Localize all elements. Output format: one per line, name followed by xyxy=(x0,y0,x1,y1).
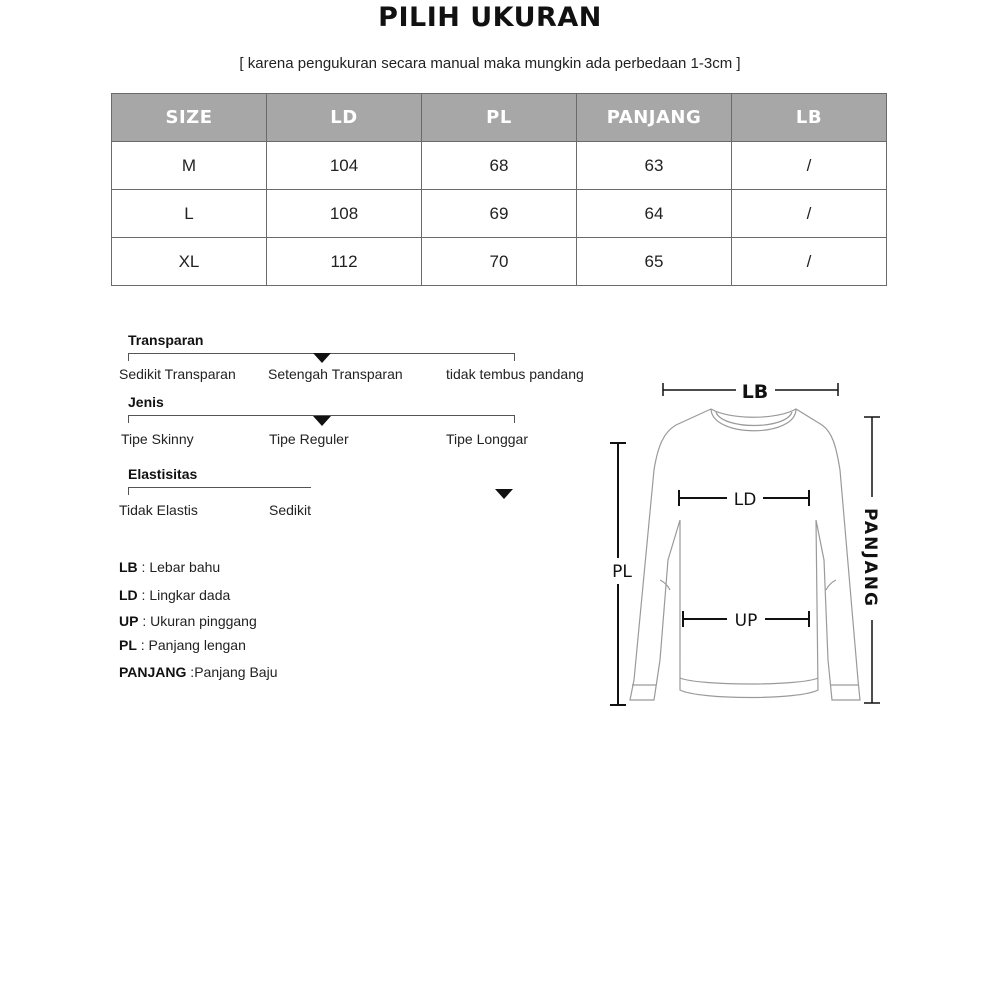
jenis-option-skinny: Tipe Skinny xyxy=(121,431,194,447)
legend-text: : Lebar bahu xyxy=(137,559,221,575)
page-title: PILIH UKURAN xyxy=(378,2,602,33)
table-cell: 64 xyxy=(577,190,732,238)
elastisitas-option-sedikit: Sedikit xyxy=(269,502,312,518)
table-cell: 63 xyxy=(577,142,732,190)
col-header-panjang: PANJANG xyxy=(577,94,732,142)
transparan-option-setengah: Setengah Transparan xyxy=(268,366,403,382)
table-cell: M xyxy=(112,142,267,190)
legend-abbr: PL xyxy=(119,637,137,653)
table-cell: 65 xyxy=(577,238,732,286)
sweater-measurement-diagram xyxy=(600,375,900,715)
legend-abbr: LD xyxy=(119,587,138,603)
legend-abbr: LB xyxy=(119,559,138,575)
elastisitas-option-tidak-elastis: Tidak Elastis xyxy=(119,502,198,518)
legend-text: : Ukuran pinggang xyxy=(138,613,257,629)
legend-item-up xyxy=(119,613,257,629)
table-row xyxy=(112,190,887,238)
table-row xyxy=(112,238,887,286)
jenis-selected-marker xyxy=(313,416,331,426)
table-cell: XL xyxy=(112,238,267,286)
elastisitas-label: Elastisitas xyxy=(128,466,198,482)
table-header-row xyxy=(112,94,887,142)
table-cell: / xyxy=(732,238,887,286)
jenis-option-longgar: Tipe Longgar xyxy=(446,431,528,447)
legend-abbr: UP xyxy=(119,613,139,629)
table-cell: 108 xyxy=(267,190,422,238)
legend-abbr: PANJANG xyxy=(119,664,187,680)
transparan-option-sedikit: Sedikit Transparan xyxy=(119,366,236,382)
legend-item-ld xyxy=(119,587,230,603)
table-cell: 70 xyxy=(422,238,577,286)
legend-text: :Panjang Baju xyxy=(186,664,278,680)
table-cell: 104 xyxy=(267,142,422,190)
ld-diagram-label: LD xyxy=(733,490,757,510)
table-cell: / xyxy=(732,142,887,190)
table-cell: L xyxy=(112,190,267,238)
pl-diagram-label: PL xyxy=(612,562,632,582)
transparan-selected-marker xyxy=(313,353,331,363)
measurement-note: [ karena pengukuran secara manual maka mungkin ada perbedaan 1-3cm ] xyxy=(239,55,741,72)
table-cell: 112 xyxy=(267,238,422,286)
table-cell: 69 xyxy=(422,190,577,238)
transparan-option-tidak-tembus: tidak tembus pandang xyxy=(446,366,584,382)
lb-diagram-label: LB xyxy=(741,381,769,403)
sweater-outline-icon xyxy=(630,409,860,700)
col-header-size: SIZE xyxy=(112,94,267,142)
jenis-label: Jenis xyxy=(128,394,164,410)
jenis-option-reguler: Tipe Reguler xyxy=(269,431,349,447)
table-row xyxy=(112,142,887,190)
legend-item-lb xyxy=(119,559,220,575)
col-header-lb: LB xyxy=(732,94,887,142)
elastisitas-scale-line xyxy=(128,487,311,495)
table-cell: / xyxy=(732,190,887,238)
col-header-ld: LD xyxy=(267,94,422,142)
panjang-diagram-label: PANJANG xyxy=(860,508,880,608)
legend-item-panjang xyxy=(119,664,278,680)
up-diagram-label: UP xyxy=(734,611,758,631)
size-table xyxy=(111,93,887,286)
legend-item-pl xyxy=(119,637,246,653)
col-header-pl: PL xyxy=(422,94,577,142)
elastisitas-selected-marker xyxy=(495,489,513,499)
legend-text: : Panjang lengan xyxy=(136,637,246,653)
table-cell: 68 xyxy=(422,142,577,190)
transparan-label: Transparan xyxy=(128,332,204,348)
legend-text: : Lingkar dada xyxy=(137,587,231,603)
